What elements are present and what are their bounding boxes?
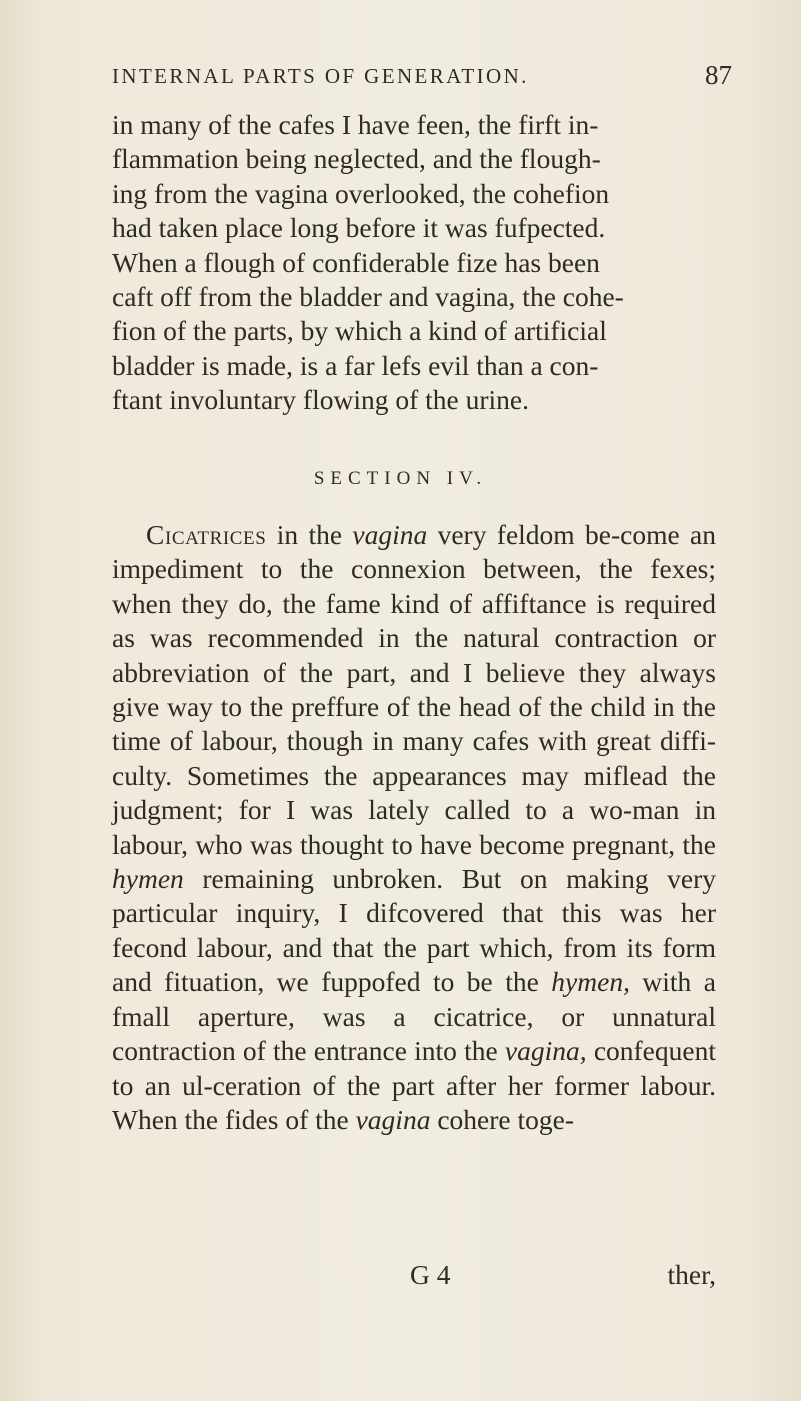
catchword: ther, bbox=[667, 1259, 716, 1290]
italic-term: vagina, bbox=[504, 1035, 587, 1067]
text-line: flammation being neglected, and the flough- bbox=[112, 143, 601, 175]
italic-term: vagina bbox=[355, 1103, 431, 1135]
text-line: fion of the parts, by which a kind of artificial bbox=[112, 315, 607, 347]
italic-term: hymen bbox=[112, 863, 184, 895]
signature-mark: G 4 bbox=[410, 1259, 451, 1290]
text-line: When a flough of confiderable fize has been bbox=[112, 246, 600, 278]
body-text: confequent to an ul-ceration of the part after her former labour. When the fides of the bbox=[112, 1035, 716, 1135]
italic-term: vagina bbox=[352, 519, 428, 550]
page-number: 87 bbox=[705, 60, 732, 90]
paragraph-2 bbox=[112, 518, 716, 1137]
text-line: caft off from the bladder and vagina, the cohe- bbox=[112, 281, 624, 313]
lead-word: Cicatrices bbox=[146, 519, 267, 550]
page-footer bbox=[112, 1259, 716, 1299]
section-heading: SECTION IV. bbox=[313, 468, 488, 489]
body-text: with a fmall aperture, was a cicatrice, or unnatural contraction of the entrance into the bbox=[112, 966, 716, 1067]
paragraph-1 bbox=[112, 108, 716, 418]
body-text: cohere toge- bbox=[430, 1103, 574, 1135]
text-line: ftant involuntary flowing of the urine. bbox=[112, 384, 529, 416]
text-line: in many of the cafes I have feen, the firft in- bbox=[112, 109, 599, 140]
italic-term: hymen, bbox=[551, 966, 630, 998]
text-line: ing from the vagina overlooked, the cohefion bbox=[112, 177, 610, 209]
page-header bbox=[112, 62, 732, 102]
text-line: bladder is made, is a far lefs evil than a con- bbox=[112, 349, 599, 381]
text-line: had taken place long before it was fufpected. bbox=[112, 212, 606, 244]
body-text: very feldom be-come an impediment to the connexion between, the fexes; when they do, the fame kind of affiftance is required as was recommended in the natural contraction or abbreviation of the part, and I believe they always give way to the preffure of the head of the child in the time of labour, though in many cafes with great diffi-culty. Sometimes the appearances may miflead the judgment; for I was lately called to a wo-man in labour, who was thought to have become pregnant, the bbox=[112, 519, 716, 860]
running-title: INTERNAL PARTS OF GENERATION. bbox=[112, 64, 529, 88]
body-text: remaining unbroken. But on making very particular inquiry, I difcovered that this was her fecond labour, and that the part which, from its form and fituation, we fuppofed to be the bbox=[112, 863, 716, 998]
body-text: in the bbox=[266, 519, 353, 550]
